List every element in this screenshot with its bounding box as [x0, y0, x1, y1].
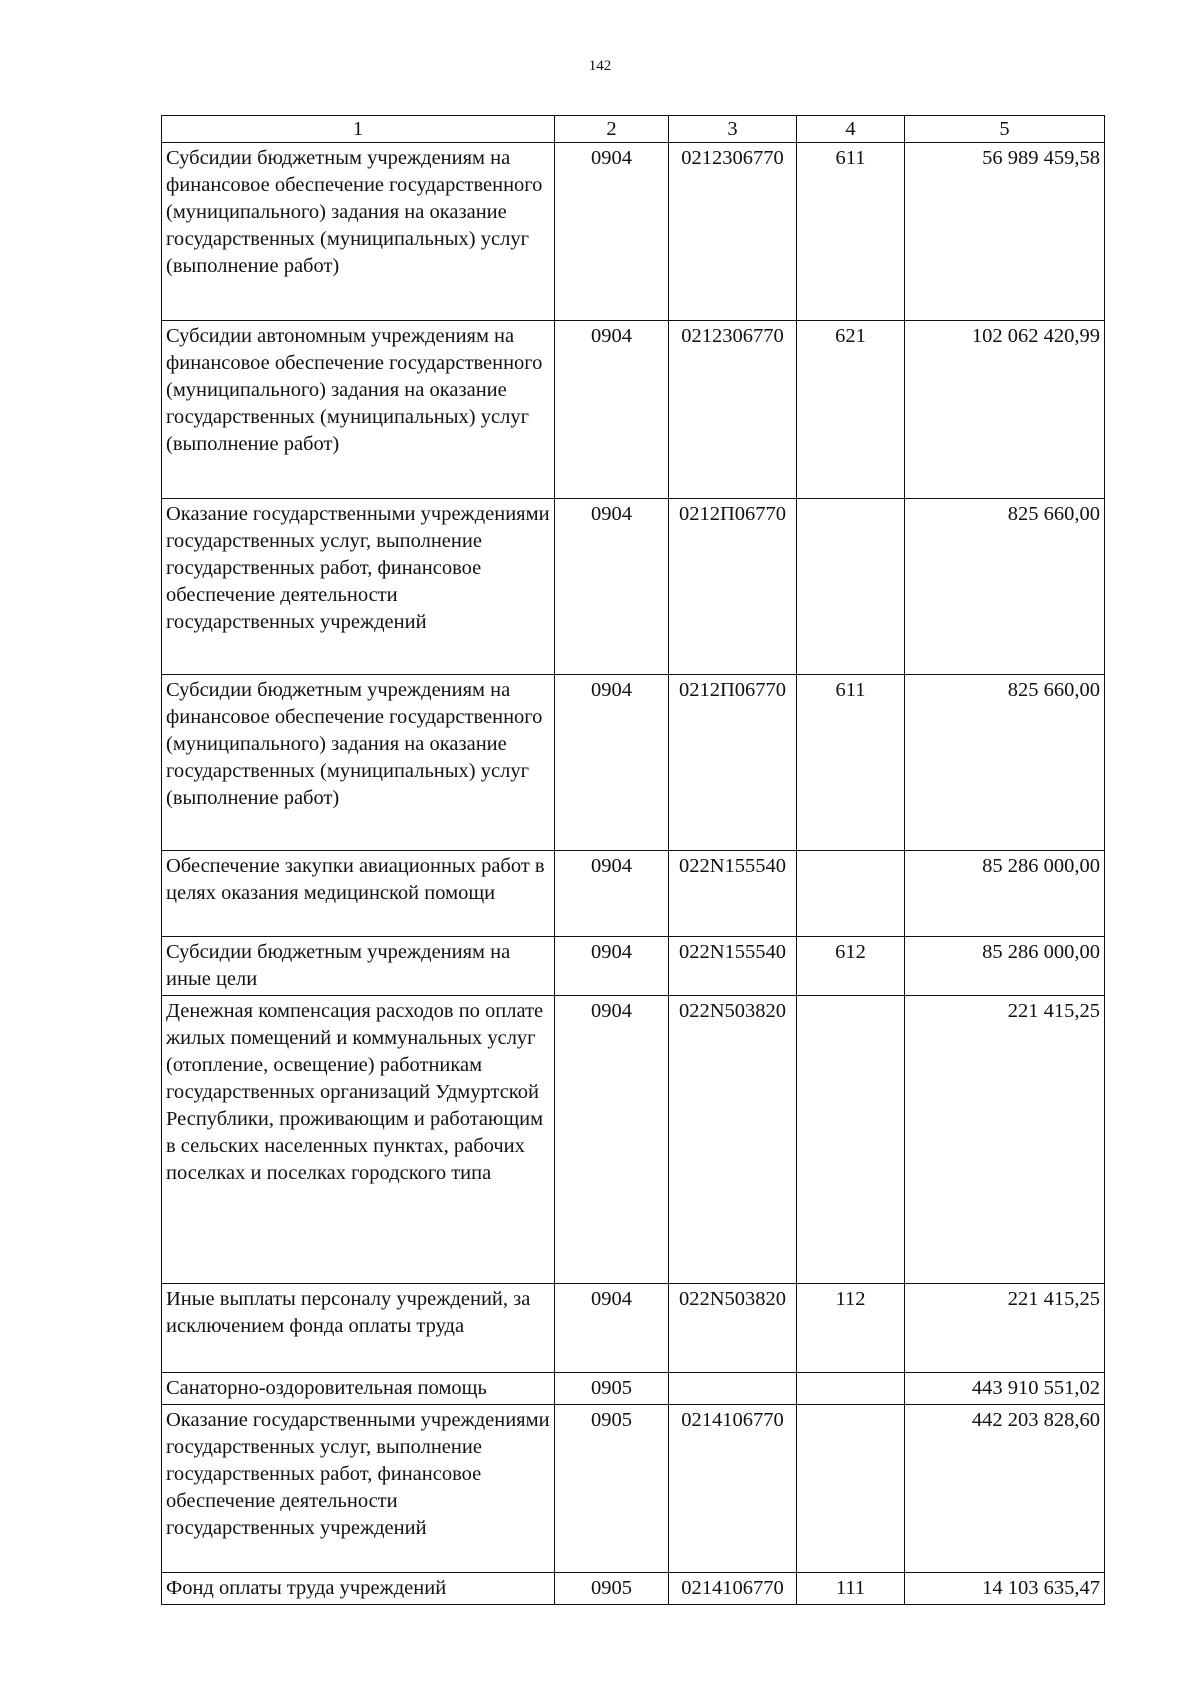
table-row: [162, 321, 1105, 499]
row-name: Субсидии бюджетным учреждениям на иные цели: [162, 937, 555, 996]
row-section-code: 0904: [555, 996, 669, 1284]
row-name: Иные выплаты персоналу учреждений, за исключением фонда оплаты труда: [162, 1284, 555, 1373]
row-expense-type: 612: [797, 937, 905, 996]
header-col-2: 2: [555, 116, 669, 143]
row-name: Субсидии бюджетным учреждениям на финансовое обеспечение государственного (муниципального) задания на оказание государственных (муниципальных) услуг (выполнение работ): [162, 675, 555, 851]
page-number: 142: [588, 58, 612, 74]
row-amount: 85 286 000,00: [905, 851, 1105, 937]
row-expense-type: [797, 1373, 905, 1405]
row-amount: 221 415,25: [905, 1284, 1105, 1373]
row-target-code: 022N155540: [669, 937, 797, 996]
row-amount: 825 660,00: [905, 499, 1105, 675]
row-target-code: 0214106770: [669, 1573, 797, 1605]
row-target-code: 0212306770: [669, 321, 797, 499]
row-section-code: 0905: [555, 1405, 669, 1573]
row-expense-type: [797, 851, 905, 937]
row-expense-type: 611: [797, 143, 905, 321]
row-target-code: 022N503820: [669, 1284, 797, 1373]
row-target-code: 0212П06770: [669, 675, 797, 851]
row-target-code: 022N503820: [669, 996, 797, 1284]
row-amount: 443 910 551,02: [905, 1373, 1105, 1405]
row-expense-type: [797, 996, 905, 1284]
row-name: Оказание государственными учреждениями государственных услуг, выполнение государственных работ, финансовое обеспечение деятельности государственных учреждений: [162, 499, 555, 675]
row-expense-type: 112: [797, 1284, 905, 1373]
row-section-code: 0904: [555, 851, 669, 937]
row-amount: 102 062 420,99: [905, 321, 1105, 499]
row-section-code: 0904: [555, 499, 669, 675]
header-col-5: 5: [905, 116, 1105, 143]
table-row: [162, 675, 1105, 851]
table-row: [162, 996, 1105, 1284]
table-row: [162, 499, 1105, 675]
row-name: Денежная компенсация расходов по оплате жилых помещений и коммунальных услуг (отопление, освещение) работникам государственных организаций Удмуртской Республики, проживающим и работающим в сельских населенных пунктах, рабочих поселках и поселках городского типа: [162, 996, 555, 1284]
row-name: Субсидии автономным учреждениям на финансовое обеспечение государственного (муниципального) задания на оказание государственных (муниципальных) услуг (выполнение работ): [162, 321, 555, 499]
table-row: [162, 1373, 1105, 1405]
row-target-code: 0212306770: [669, 143, 797, 321]
row-target-code: [669, 1373, 797, 1405]
header-col-4: 4: [797, 116, 905, 143]
row-section-code: 0904: [555, 1284, 669, 1373]
row-name: Субсидии бюджетным учреждениям на финансовое обеспечение государственного (муниципального) задания на оказание государственных (муниципальных) услуг (выполнение работ): [162, 143, 555, 321]
row-section-code: 0904: [555, 143, 669, 321]
table-row: [162, 143, 1105, 321]
table-row: [162, 1405, 1105, 1573]
table-header-row: [162, 116, 1105, 143]
header-col-1: 1: [162, 116, 555, 143]
budget-table: [161, 115, 1105, 1605]
table-row: [162, 937, 1105, 996]
row-amount: 14 103 635,47: [905, 1573, 1105, 1605]
row-expense-type: 111: [797, 1573, 905, 1605]
table-row: [162, 1284, 1105, 1373]
row-amount: 442 203 828,60: [905, 1405, 1105, 1573]
row-expense-type: [797, 1405, 905, 1573]
row-name: Фонд оплаты труда учреждений: [162, 1573, 555, 1605]
row-name: Обеспечение закупки авиационных работ в целях оказания медицинской помощи: [162, 851, 555, 937]
table-row: [162, 851, 1105, 937]
row-expense-type: 621: [797, 321, 905, 499]
row-section-code: 0904: [555, 937, 669, 996]
row-expense-type: 611: [797, 675, 905, 851]
row-amount: 221 415,25: [905, 996, 1105, 1284]
header-col-3: 3: [669, 116, 797, 143]
row-amount: 56 989 459,58: [905, 143, 1105, 321]
row-section-code: 0904: [555, 675, 669, 851]
row-name: Оказание государственными учреждениями государственных услуг, выполнение государственных работ, финансовое обеспечение деятельности государственных учреждений: [162, 1405, 555, 1573]
row-amount: 85 286 000,00: [905, 937, 1105, 996]
row-target-code: 0212П06770: [669, 499, 797, 675]
row-section-code: 0905: [555, 1373, 669, 1405]
row-target-code: 022N155540: [669, 851, 797, 937]
row-amount: 825 660,00: [905, 675, 1105, 851]
row-section-code: 0905: [555, 1573, 669, 1605]
table-row: [162, 1573, 1105, 1605]
row-section-code: 0904: [555, 321, 669, 499]
row-expense-type: [797, 499, 905, 675]
row-target-code: 0214106770: [669, 1405, 797, 1573]
row-name: Санаторно-оздоровительная помощь: [162, 1373, 555, 1405]
